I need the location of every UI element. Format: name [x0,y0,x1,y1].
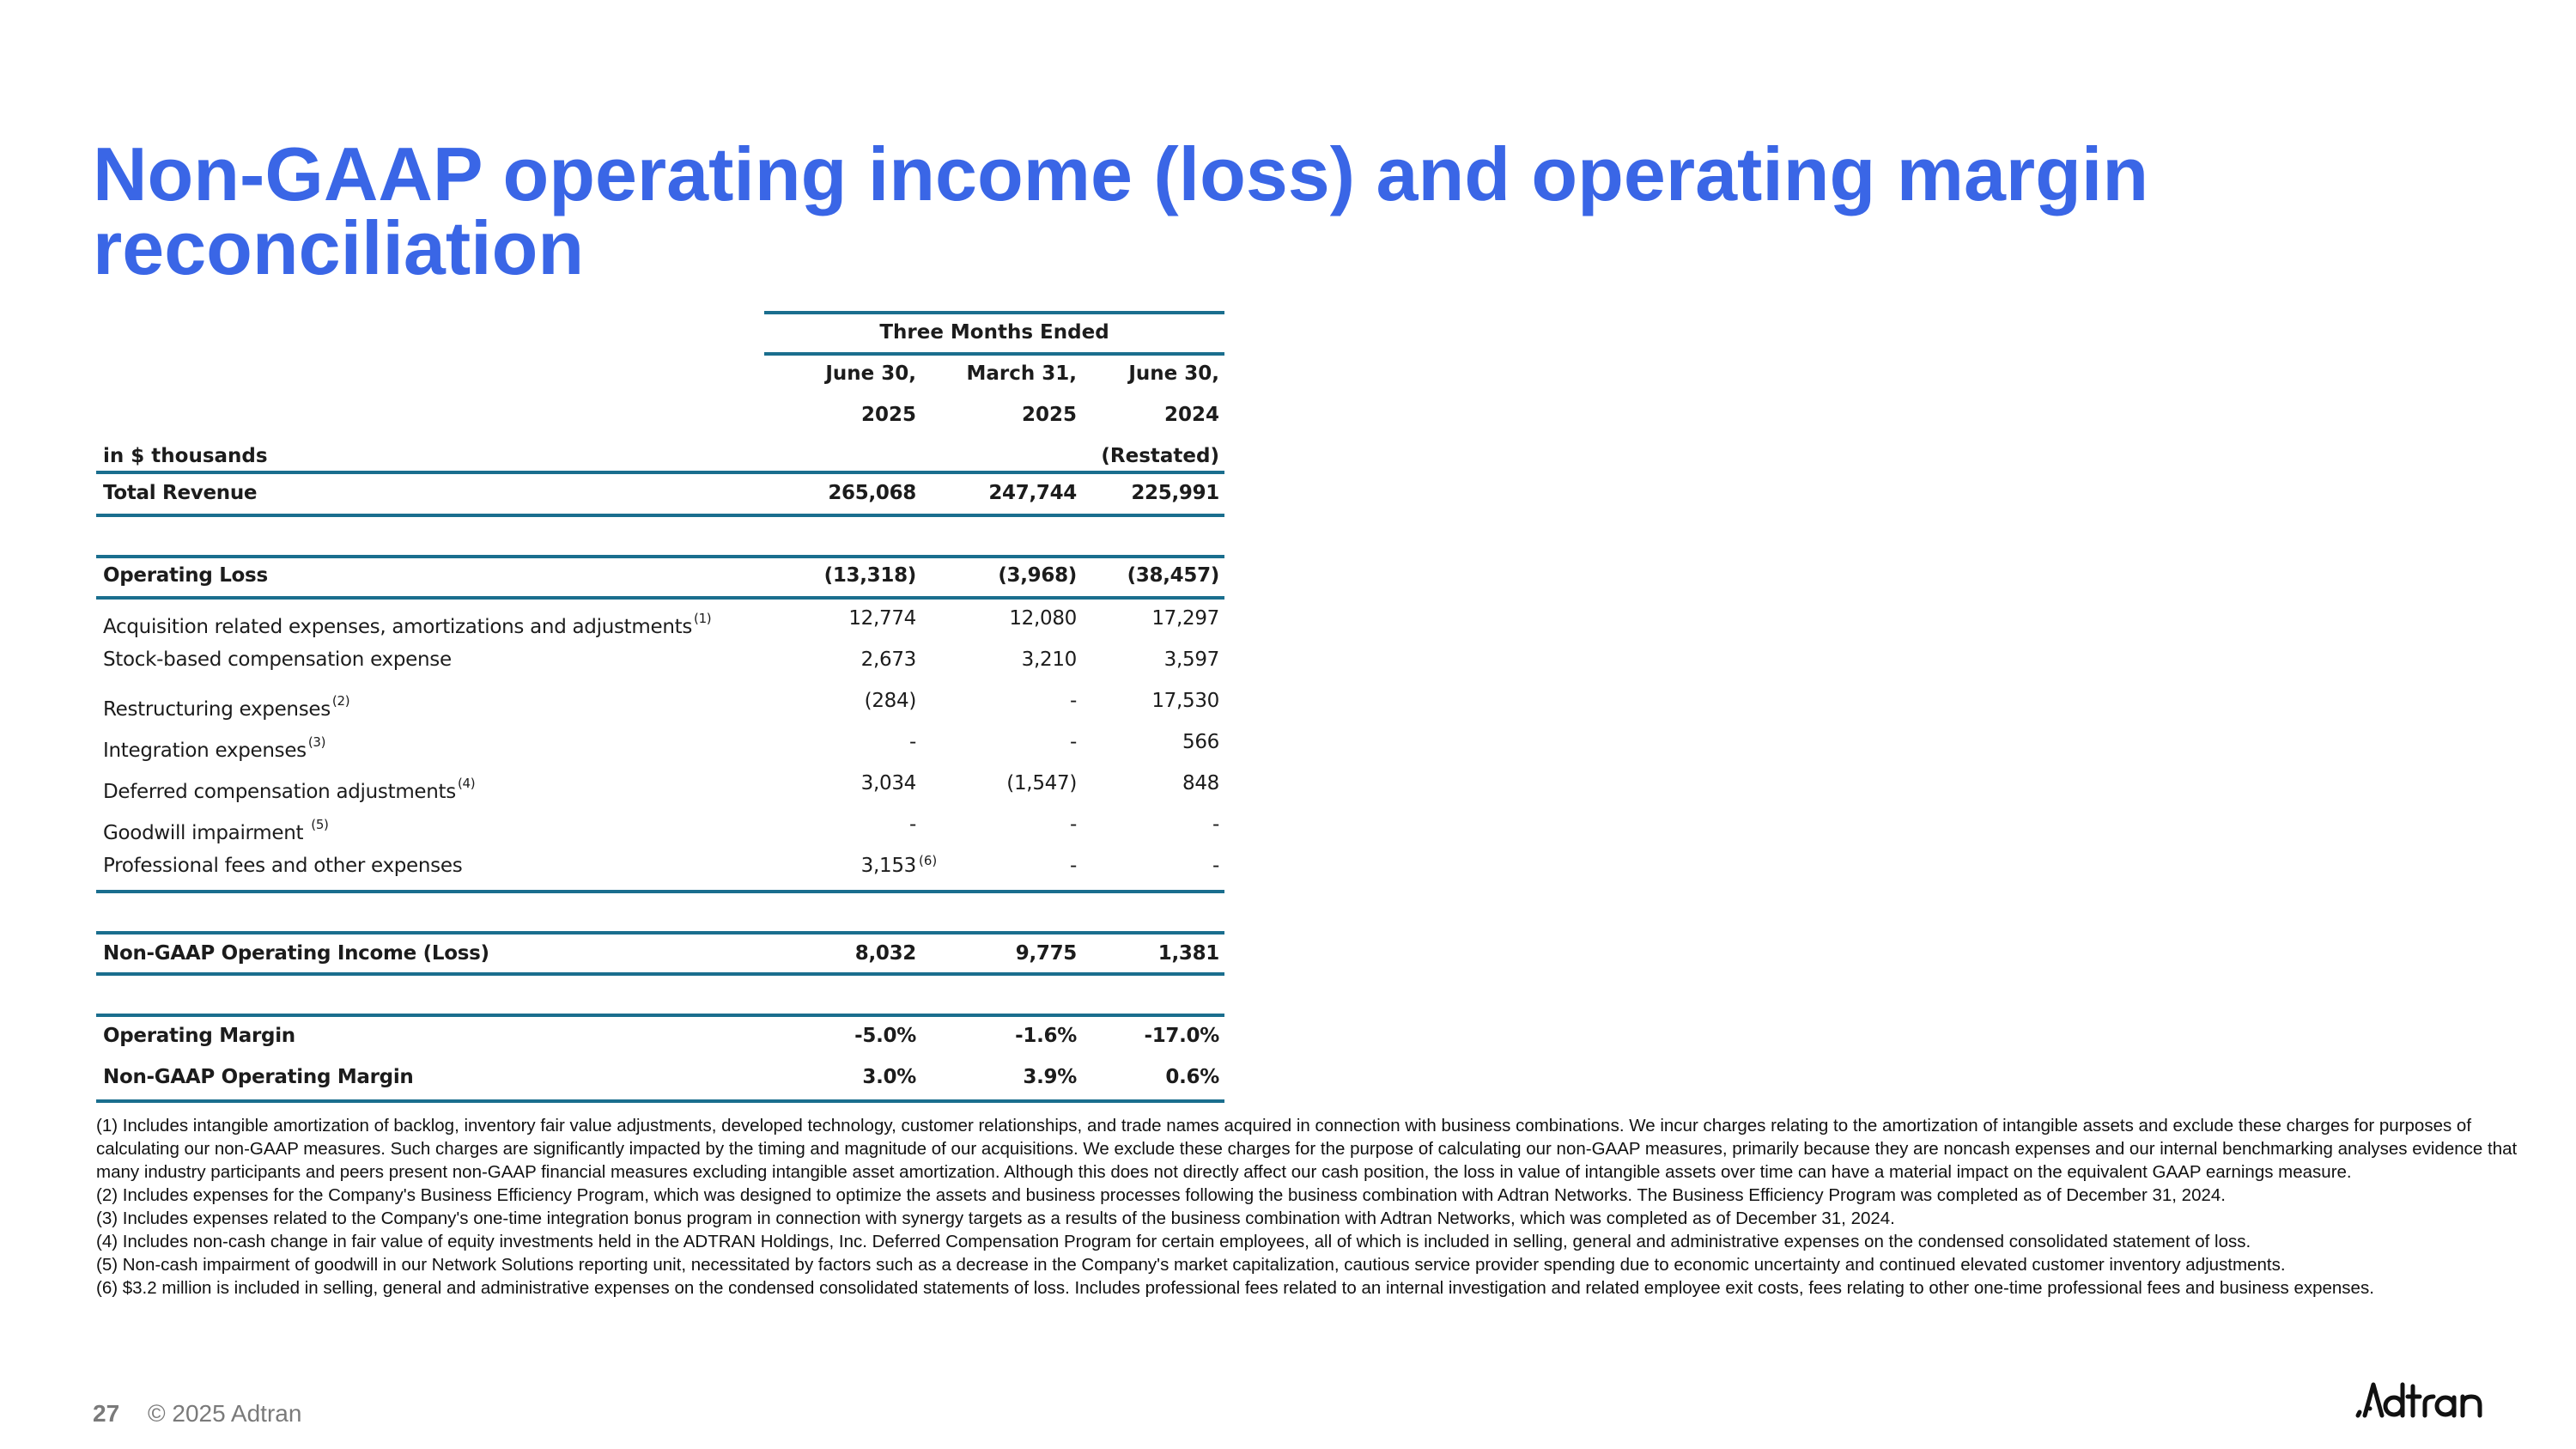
cell-col3: 17,530 [1151,690,1219,712]
cell-col2: -1.6% [1015,1025,1077,1047]
row-label: Acquisition related expenses, amortizations and adjustments $^{(1)}$ [103,611,712,638]
footnote-ref: (5) [311,817,329,832]
cell-col2: 9,775 [1015,942,1077,965]
cell-col2: (3,968) [998,564,1077,587]
footnote-ref: (2) [331,693,350,709]
row-label: Stock-based compensation expense [103,648,452,671]
cell-col1: (284) [864,690,916,712]
col2-date: March 31, [966,362,1077,385]
slide-title: Non-GAAP operating income (loss) and operating margin reconciliation [93,131,2149,290]
cell-col2: 3,210 [1021,648,1077,671]
row-label: Integration expenses $^{(3)}$ [103,734,326,762]
cell-col1: 3,034 [860,772,916,795]
rule-below-revenue [96,514,1224,517]
cell-col3: 3,597 [1163,648,1219,671]
cell-col3: (38,457) [1127,564,1219,587]
row-label: Professional fees and other expenses [103,855,463,877]
row-label: Total Revenue [103,482,258,504]
adtran-logo-icon [2351,1378,2488,1421]
cell-col1: 2,673 [860,648,916,671]
rule-table-bottom [96,1099,1224,1103]
table-row-stock-based-comp [96,639,1224,680]
col2-year: 2025 [1021,404,1077,426]
copyright: © 2025 Adtran [148,1400,302,1427]
col1-year: 2025 [860,404,916,426]
cell-col1: - [909,813,916,836]
footnote-2: (2) Includes expenses for the Company's Business Efficiency Program, which was designed to optimize the assets and business processes following the business combination with Adtran Networks. The Business Efficiency Program was completed as of December 31, 2024. [96,1185,2226,1205]
footnote-ref: (4) [457,776,476,791]
units-label: in $ thousands [103,445,268,467]
cell-col1: 265,068 [828,482,916,504]
cell-col2: 12,080 [1009,607,1077,630]
cell-col3: 566 [1182,731,1219,753]
cell-col3: 17,297 [1151,607,1219,630]
footnote-4: (4) Includes non-cash change in fair value of equity investments held in the ADTRAN Holdings, Inc. Deferred Compensation Program for certain employees, all of which is included in selling, general and administrative expenses on the condensed consolidated statement of loss. [96,1232,2251,1251]
header-mid-rule [764,352,1224,356]
cell-col1: - [909,731,916,753]
footnote-6: (6) $3.2 million is included in selling, general and administrative expenses on the condensed consolidated statements of loss. Includes professional fees related to an internal investigation and related employee exit costs, fees relating to other one-time professional fees and business expenses. [96,1278,2374,1298]
footnote-5: (5) Non-cash impairment of goodwill in our Network Solutions reporting unit, necessitated by factors such as a decrease in the Company's market capitalization, cautious service provider spending due to economic uncertainty and continued elevated customer inventory adjustments. [96,1255,2286,1275]
row-label: Operating Margin [103,1025,295,1047]
cell-col3: 0.6% [1165,1066,1219,1088]
period-header: Three Months Ended [879,321,1109,344]
footnote-ref: (6) [919,853,938,868]
cell-col2: - [1070,690,1077,712]
table-row-non-gaap-income [96,933,1224,974]
table-row-professional-fees [96,845,1224,886]
cell-col2: 3.9% [1023,1066,1077,1088]
cell-col3: - [1212,855,1219,877]
col3-date: June 30, [1128,362,1219,385]
footnote-3: (3) Includes expenses related to the Company's one-time integration bonus program in connection with synergy targets as a results of the business combination with Adtran Networks, which was completed as of December 31, 2024. [96,1209,1895,1228]
row-label: Non-GAAP Operating Margin [103,1066,414,1088]
cell-col3: 848 [1182,772,1219,795]
cell-col1: 12,774 [848,607,916,630]
row-label: Deferred compensation adjustments $^{(4)}$ [103,776,476,803]
col3-year: 2024 [1163,404,1219,426]
table-row-restructuring [96,680,1224,721]
footnotes [96,1114,2526,1300]
table-row-acquisition [96,598,1224,639]
table-row-goodwill [96,804,1224,845]
table-row-non-gaap-margin [96,1056,1224,1098]
footnote-ref: (3) [307,734,326,750]
row-label: Restructuring expenses $^{(2)}$ [103,693,350,721]
rule-below-non-gaap-income [96,972,1224,976]
table-row-total-revenue [96,472,1224,514]
cell-col3: 225,991 [1131,482,1219,504]
footnote-1: (1) Includes intangible amortization of backlog, inventory fair value adjustments, developed technology, customer relationships, and trade names acquired in connection with business combinations. We incur charges relating to the amortization of intangible assets and exclude these charges for purposes of calculating our non-GAAP measures. Such charges are significantly impacted by the timing and magnitude of our acquisitions. We exclude these charges for the purpose of calculating our non-GAAP measures, primarily because they are noncash expenses and our internal benchmarking analyses evidence that many industry participants and peers present non-GAAP financial measures excluding intangible asset amortization. Although this does not directly affect our cash position, the loss in value of intangible assets over time can have a material impact on the equivalent GAAP earnings measure. [96,1116,2518,1182]
col1-date: June 30, [825,362,916,385]
cell-col3: 1,381 [1157,942,1219,965]
row-label: Non-GAAP Operating Income (Loss) [103,942,489,965]
table-row-operating-loss [96,555,1224,596]
header-top-rule [764,311,1224,314]
cell-col2: - [1070,855,1077,877]
cell-col1: (13,318) [823,564,916,587]
rule-below-adjustments [96,890,1224,893]
table-row-deferred-comp [96,763,1224,804]
table-row-integration [96,721,1224,763]
cell-col2: - [1070,813,1077,836]
cell-col3: - [1212,813,1219,836]
cell-col3: -17.0% [1144,1025,1219,1047]
cell-col1: 3.0% [862,1066,916,1088]
cell-col1: -5.0% [854,1025,916,1047]
cell-col1: 8,032 [854,942,916,965]
cell-col2: - [1070,731,1077,753]
row-label: Goodwill impairment $^{(5)}$ [103,817,329,844]
cell-col2: 247,744 [988,482,1077,504]
row-label: Operating Loss [103,564,268,587]
table-row-operating-margin [96,1015,1224,1056]
footnote-ref: (1) [694,611,712,626]
col3-restated-note: (Restated) [1101,445,1219,467]
cell-col2: (1,547) [1006,772,1077,795]
page-number: 27 [93,1400,120,1427]
cell-col1: 3,153 [860,855,916,877]
